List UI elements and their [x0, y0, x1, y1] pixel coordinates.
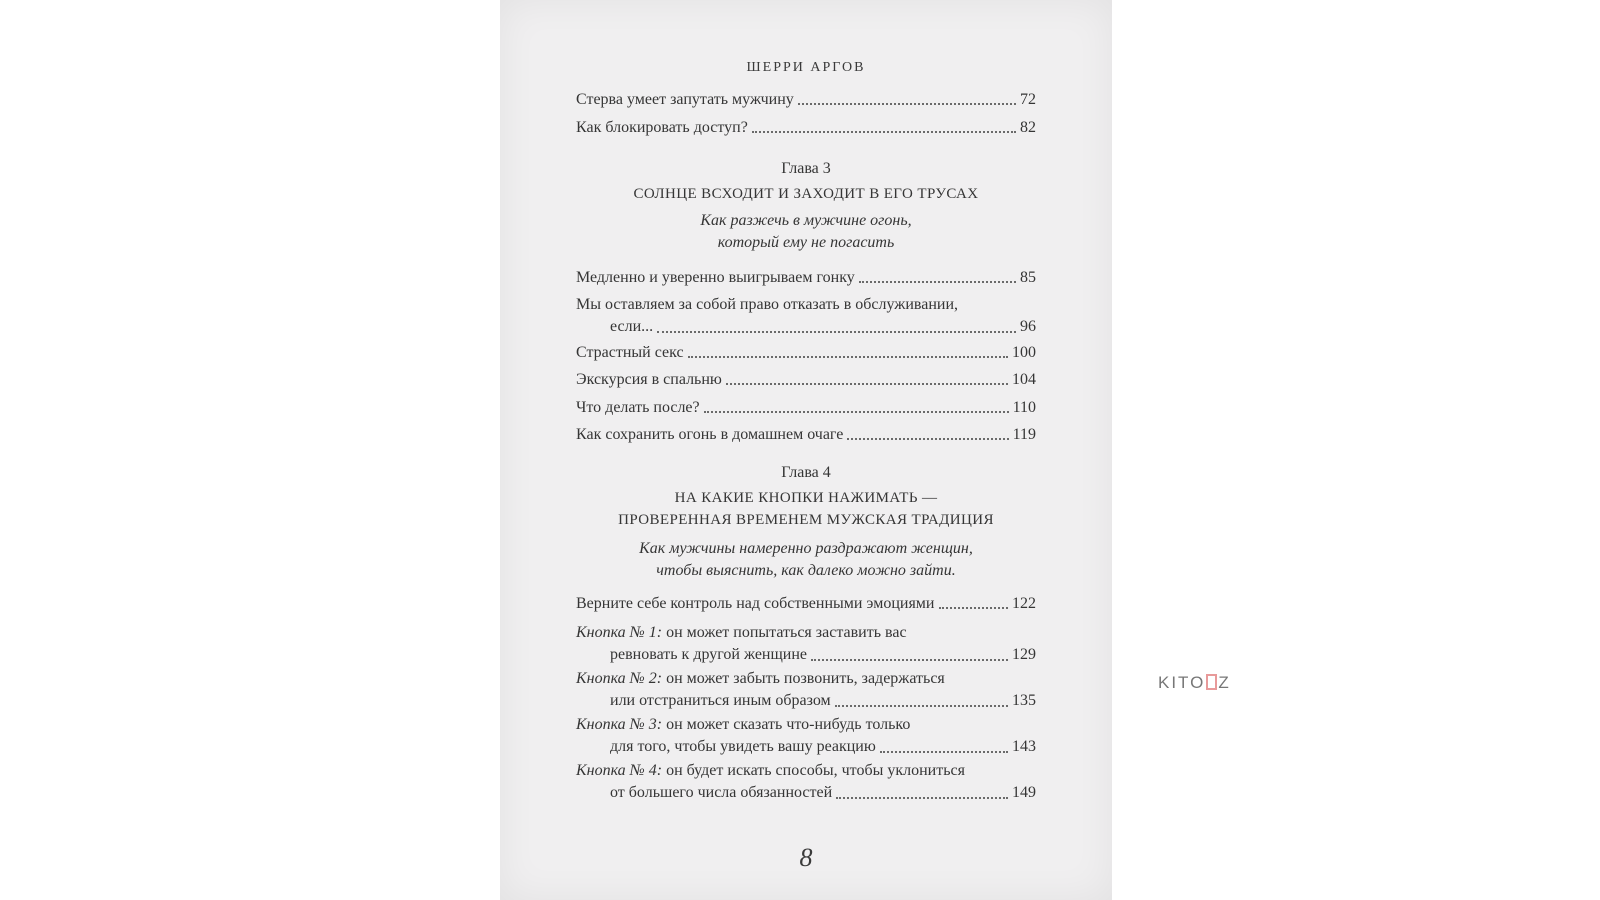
toc-entry-label: он может попытаться заставить вас	[662, 624, 907, 641]
toc-entry-page: 129	[1012, 646, 1036, 663]
button-prefix: Кнопка № 2:	[576, 670, 663, 687]
chapter-subtitle-line: чтобы выяснить, как далеко можно зайти.	[656, 562, 956, 579]
leader-dots	[688, 356, 1008, 358]
toc-entry-label: Страстный секс	[576, 344, 684, 361]
toc-entry-label-continued: ревновать к другой женщине	[610, 646, 808, 663]
leader-dots	[798, 103, 1016, 105]
leader-dots	[726, 383, 1008, 385]
toc-entry-page: 149	[1012, 784, 1036, 801]
running-header: ШЕРРИ АРГОВ	[746, 60, 866, 75]
toc-entry-page: 72	[1020, 91, 1036, 108]
book-page	[500, 0, 1112, 900]
toc-entry-page: 110	[1012, 399, 1036, 416]
toc-entry	[576, 343, 1036, 363]
page-number: 8	[799, 843, 813, 872]
chapter-number: Глава 4	[781, 464, 831, 481]
leader-dots	[847, 438, 1008, 440]
chapter-subtitle-line: который ему не погасить	[717, 234, 895, 251]
button-prefix: Кнопка № 4:	[576, 762, 663, 779]
toc-entry-label-continued: если...	[610, 318, 654, 335]
toc-entry-label-continued: или отстраниться иным образом	[610, 692, 831, 709]
leader-dots	[880, 751, 1008, 753]
toc-entry-page: 100	[1012, 344, 1036, 361]
toc-entry	[576, 714, 1036, 758]
chapter-subtitle-line: Как разжечь в мужчине огонь,	[700, 212, 912, 229]
leader-dots	[835, 705, 1008, 707]
toc-entry-page: 119	[1012, 426, 1036, 443]
chapter-number: Глава 3	[781, 160, 831, 177]
toc-entry	[576, 90, 1036, 110]
toc-entry	[576, 118, 1036, 138]
toc-entry	[576, 668, 1036, 712]
chapter-title-line: НА КАКИЕ КНОПКИ НАЖИМАТЬ —	[674, 490, 938, 506]
toc-entry-label: он будет искать способы, чтобы уклониться	[662, 762, 965, 779]
logo-mark-icon	[1206, 674, 1217, 690]
toc-entry-label: Стерва умеет запутать мужчину	[576, 91, 794, 108]
toc-entry	[576, 268, 1036, 288]
toc-entry-page: 122	[1012, 595, 1036, 612]
leader-dots	[704, 411, 1009, 413]
toc-entry-label: Как блокировать доступ?	[576, 119, 748, 136]
watermark-logo: KITO Z	[1158, 673, 1231, 692]
leader-dots	[752, 131, 1016, 133]
leader-dots	[811, 659, 1008, 661]
button-prefix: Кнопка № 3:	[576, 716, 663, 733]
toc-entry-page: 104	[1012, 371, 1036, 388]
toc-entry	[576, 760, 1036, 804]
toc-entry-page: 82	[1020, 119, 1036, 136]
leader-dots	[836, 797, 1008, 799]
toc-entry	[576, 294, 1036, 338]
toc-entry-page: 96	[1020, 318, 1036, 335]
toc-entry	[576, 594, 1036, 614]
toc-entry	[576, 425, 1036, 445]
toc-entry	[576, 622, 1036, 666]
toc-entry-label: Экскурсия в спальню	[576, 371, 722, 388]
toc-entry-label: Верните себе контроль над собственными эмоциями	[576, 595, 935, 612]
toc-entry-page: 85	[1020, 269, 1036, 286]
toc-entry	[576, 398, 1036, 418]
chapter-subtitle-line: Как мужчины намеренно раздражают женщин,	[639, 540, 973, 557]
toc-entry-label: он может сказать что-нибудь только	[662, 716, 911, 733]
chapter-title-line: ПРОВЕРЕННАЯ ВРЕМЕНЕМ МУЖСКАЯ ТРАДИЦИЯ	[618, 512, 994, 528]
toc-entry-label: Как сохранить огонь в домашнем очаге	[576, 426, 844, 443]
toc-entry-label: Медленно и уверенно выигрываем гонку	[576, 269, 855, 286]
toc-entry-page: 143	[1012, 738, 1036, 755]
button-prefix: Кнопка № 1:	[576, 624, 663, 641]
leader-dots	[859, 281, 1016, 283]
leader-dots	[657, 331, 1016, 333]
toc-entry	[576, 370, 1036, 390]
toc-entry-label: Мы оставляем за собой право отказать в обслуживании,	[576, 296, 959, 313]
toc-entry-label: он может забыть позвонить, задержаться	[662, 670, 945, 687]
leader-dots	[939, 607, 1009, 609]
toc-entry-page: 135	[1012, 692, 1036, 709]
toc-entry-label: Что делать после?	[576, 399, 700, 416]
chapter-title: СОЛНЦЕ ВСХОДИТ И ЗАХОДИТ В ЕГО ТРУСАХ	[633, 186, 979, 202]
toc-entry-label-continued: от большего числа обязанностей	[610, 784, 833, 801]
toc-entry-label-continued: для того, чтобы увидеть вашу реакцию	[610, 738, 876, 755]
